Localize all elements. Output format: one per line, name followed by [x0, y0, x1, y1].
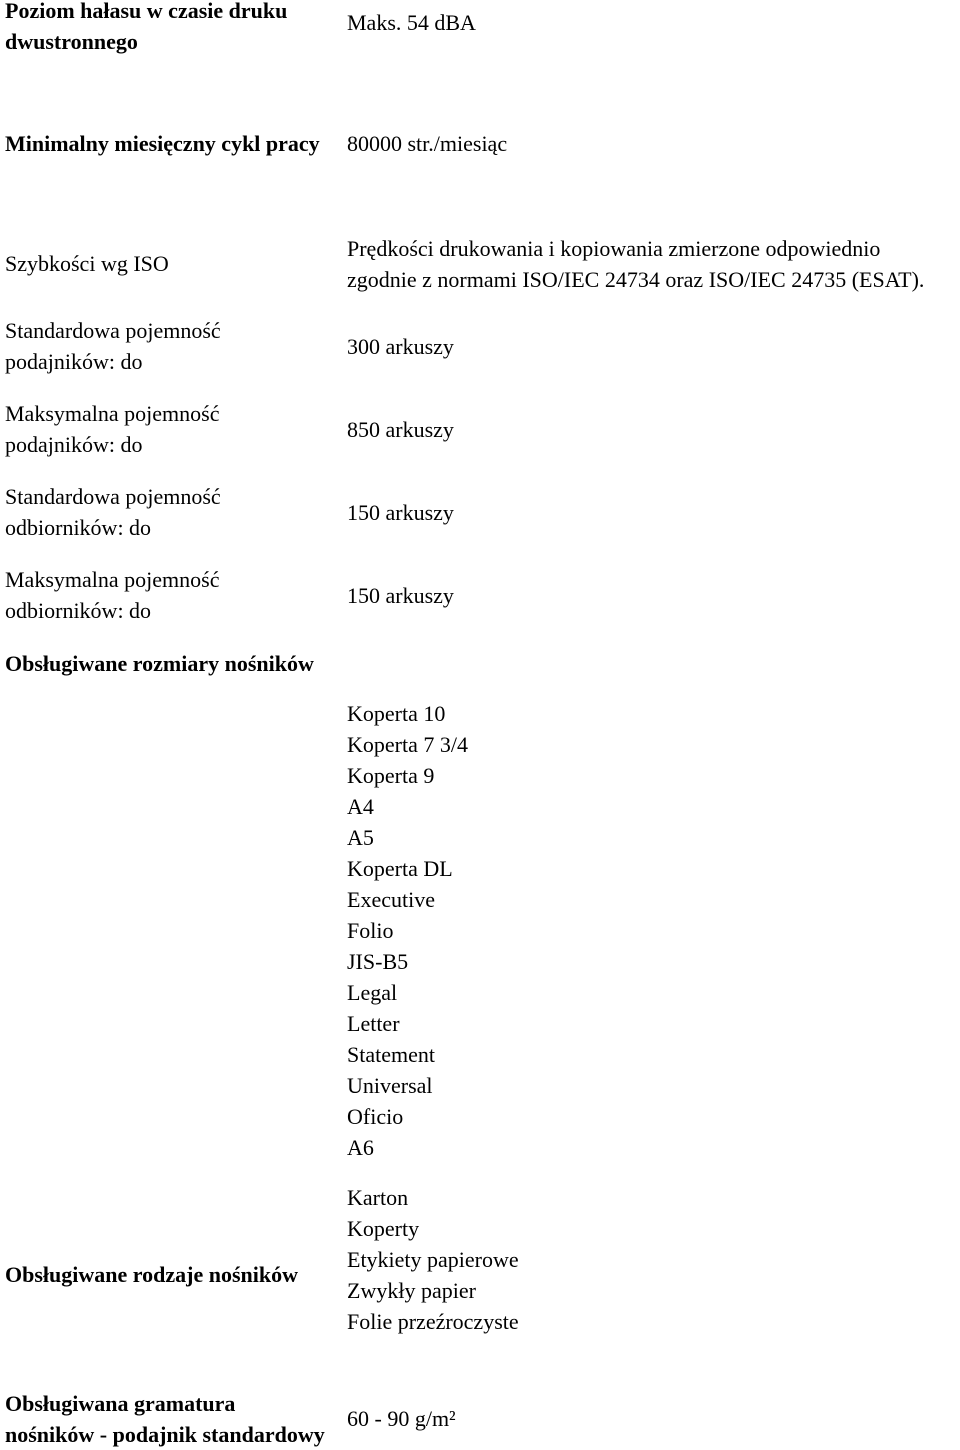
noise-duplex-label-line1: Poziom hałasu w czasie druku — [5, 0, 288, 23]
media-size-item: Koperta 9 — [347, 763, 435, 788]
std-input-capacity-label-line1: Standardowa pojemność — [5, 318, 221, 343]
media-type-item: Zwykły papier — [347, 1278, 476, 1303]
media-type-item: Folie przeźroczyste — [347, 1309, 519, 1334]
max-output-capacity-label-line1: Maksymalna pojemność — [5, 567, 220, 592]
monthly-cycle-label: Minimalny miesięczny cykl pracy — [5, 131, 320, 156]
media-type-item: Koperty — [347, 1216, 420, 1241]
media-size-item: Legal — [347, 980, 398, 1005]
media-size-item: Statement — [347, 1042, 435, 1067]
monthly-cycle-value: 80000 str./miesiąc — [347, 131, 508, 156]
media-weight-label-line1: Obsługiwana gramatura — [5, 1391, 236, 1416]
media-size-item: Executive — [347, 887, 435, 912]
iso-speeds-value — [347, 233, 924, 295]
media-types-list — [347, 1182, 519, 1337]
iso-speeds-label: Szybkości wg ISO — [5, 251, 169, 276]
media-sizes-label: Obsługiwane rozmiary nośników — [5, 651, 314, 676]
std-output-capacity-label — [5, 481, 221, 543]
max-output-capacity-label — [5, 564, 219, 626]
media-type-item: Etykiety papierowe — [347, 1247, 519, 1272]
media-weight-label — [5, 1388, 325, 1450]
media-size-item: Koperta 7 3/4 — [347, 732, 468, 757]
noise-duplex-label-line2: dwustronnego — [5, 29, 138, 54]
media-weight-label-line2: nośników - podajnik standardowy — [5, 1422, 325, 1447]
media-size-item: A6 — [347, 1135, 374, 1160]
media-size-item: JIS-B5 — [347, 949, 409, 974]
iso-speeds-value-line2: zgodnie z normami ISO/IEC 24734 oraz ISO/IEC 24735 (ESAT). — [347, 267, 925, 292]
media-types-label: Obsługiwane rodzaje nośników — [5, 1262, 298, 1287]
max-output-capacity-label-line2: odbiorników: do — [5, 598, 152, 623]
media-weight-value: 60 - 90 g/m² — [347, 1406, 456, 1431]
std-input-capacity-value: 300 arkuszy — [347, 334, 454, 359]
media-type-item: Karton — [347, 1185, 409, 1210]
media-size-item: Letter — [347, 1011, 400, 1036]
std-output-capacity-value: 150 arkuszy — [347, 500, 454, 525]
std-input-capacity-label-line2: podajników: do — [5, 349, 143, 374]
media-size-item: Koperta DL — [347, 856, 453, 881]
std-input-capacity-label — [5, 315, 221, 377]
media-size-item: A5 — [347, 825, 374, 850]
media-size-item: Universal — [347, 1073, 433, 1098]
noise-duplex-label — [5, 0, 287, 57]
media-size-item: Oficio — [347, 1104, 404, 1129]
max-input-capacity-label — [5, 398, 219, 460]
media-sizes-list — [347, 698, 468, 1163]
max-input-capacity-label-line2: podajników: do — [5, 432, 143, 457]
max-input-capacity-value: 850 arkuszy — [347, 417, 454, 442]
std-output-capacity-label-line2: odbiorników: do — [5, 515, 152, 540]
max-output-capacity-value: 150 arkuszy — [347, 583, 454, 608]
media-size-item: A4 — [347, 794, 374, 819]
max-input-capacity-label-line1: Maksymalna pojemność — [5, 401, 220, 426]
std-output-capacity-label-line1: Standardowa pojemność — [5, 484, 221, 509]
media-size-item: Koperta 10 — [347, 701, 446, 726]
noise-duplex-value: Maks. 54 dBA — [347, 10, 476, 35]
iso-speeds-value-line1: Prędkości drukowania i kopiowania zmierzone odpowiednio — [347, 236, 881, 261]
media-size-item: Folio — [347, 918, 394, 943]
